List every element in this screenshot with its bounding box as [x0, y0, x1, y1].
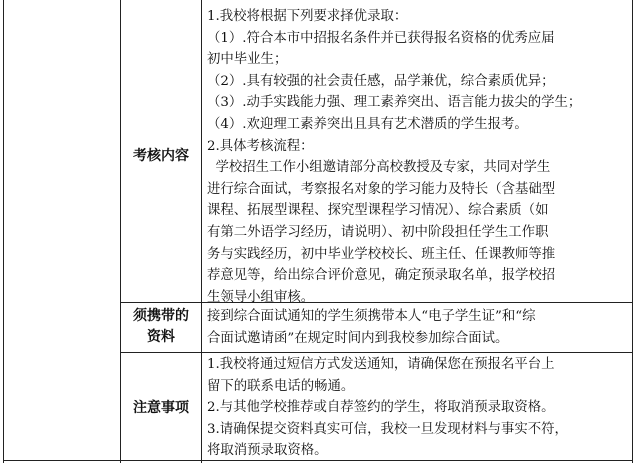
content-line: （1）.符合本市中招报名条件并已获得报名资格的优秀应届 — [207, 30, 555, 46]
row-content-notes — [207, 354, 629, 462]
table-border-col2 — [201, 0, 202, 463]
content-line: 1.我校将根据下列要求择优录取： — [207, 9, 408, 24]
row-content-assessment — [207, 6, 629, 308]
content-line: 2.与其他学校推荐或自荐签约的学生，将取消预录取资格。 — [207, 400, 555, 416]
table-border-right — [632, 0, 633, 463]
content-line: 接到综合面试通知的学生须携带本人“电子学生证”和“综 — [207, 309, 536, 324]
content-line: 生领导小组审核。 — [207, 289, 315, 305]
content-line: 3.请确保提交资料真实可信，我校一旦发现材料与事实不符， — [207, 421, 568, 437]
row-label-assessment: 考核内容 — [133, 148, 189, 164]
content-line: 将取消预录取资格。 — [207, 443, 328, 459]
content-line: 2.具体考核流程： — [207, 138, 314, 154]
content-line: 课程、拓展型课程、探究型课程学习情况）、综合素质（如 — [207, 203, 549, 219]
content-line: （2）.具有较强的社会责任感，品学兼优，综合素质优异； — [207, 73, 555, 89]
content-line: 荐意见等，给出综合评价意见，确定预录取名单，报学校招 — [207, 268, 556, 284]
content-line: 学校招生工作小组邀请部分高校教授及专家，共同对学生 — [207, 160, 551, 176]
table-border-col1 — [120, 0, 121, 463]
content-line: 初中毕业生； — [207, 52, 288, 68]
content-line: （4）.欢迎理工素养突出且具有艺术潜质的学生报考。 — [207, 116, 528, 132]
table-border-left — [3, 0, 4, 463]
row-label-materials — [121, 306, 201, 348]
row-divider-2 — [120, 352, 633, 353]
content-line: 进行综合面试，考察报名对象的学习能力及特长（含基础型 — [207, 181, 556, 197]
content-line: 有第二外语学习经历，请说明）、初中阶段担任学生工作职 — [207, 224, 549, 240]
content-line: 留下的联系电话的畅通。 — [207, 378, 355, 394]
content-line: 合面试邀请函”在规定时间内到我校参加综合面试。 — [207, 330, 509, 346]
content-line: 务与实践经历，初中毕业学校校长、班主任、任课教师等推 — [207, 246, 556, 262]
row-content-materials — [207, 306, 629, 349]
row-label-line: 须携带的 — [133, 308, 189, 324]
content-line: 1.我校将通过短信方式发送通知，请确保您在预报名平台上 — [207, 357, 555, 372]
row-label-line: 资料 — [147, 329, 175, 345]
content-line: （3）.动手实践能力强、理工素养突出、语言能力拔尖的学生； — [207, 95, 582, 111]
row-label-notes: 注意事项 — [133, 400, 189, 416]
